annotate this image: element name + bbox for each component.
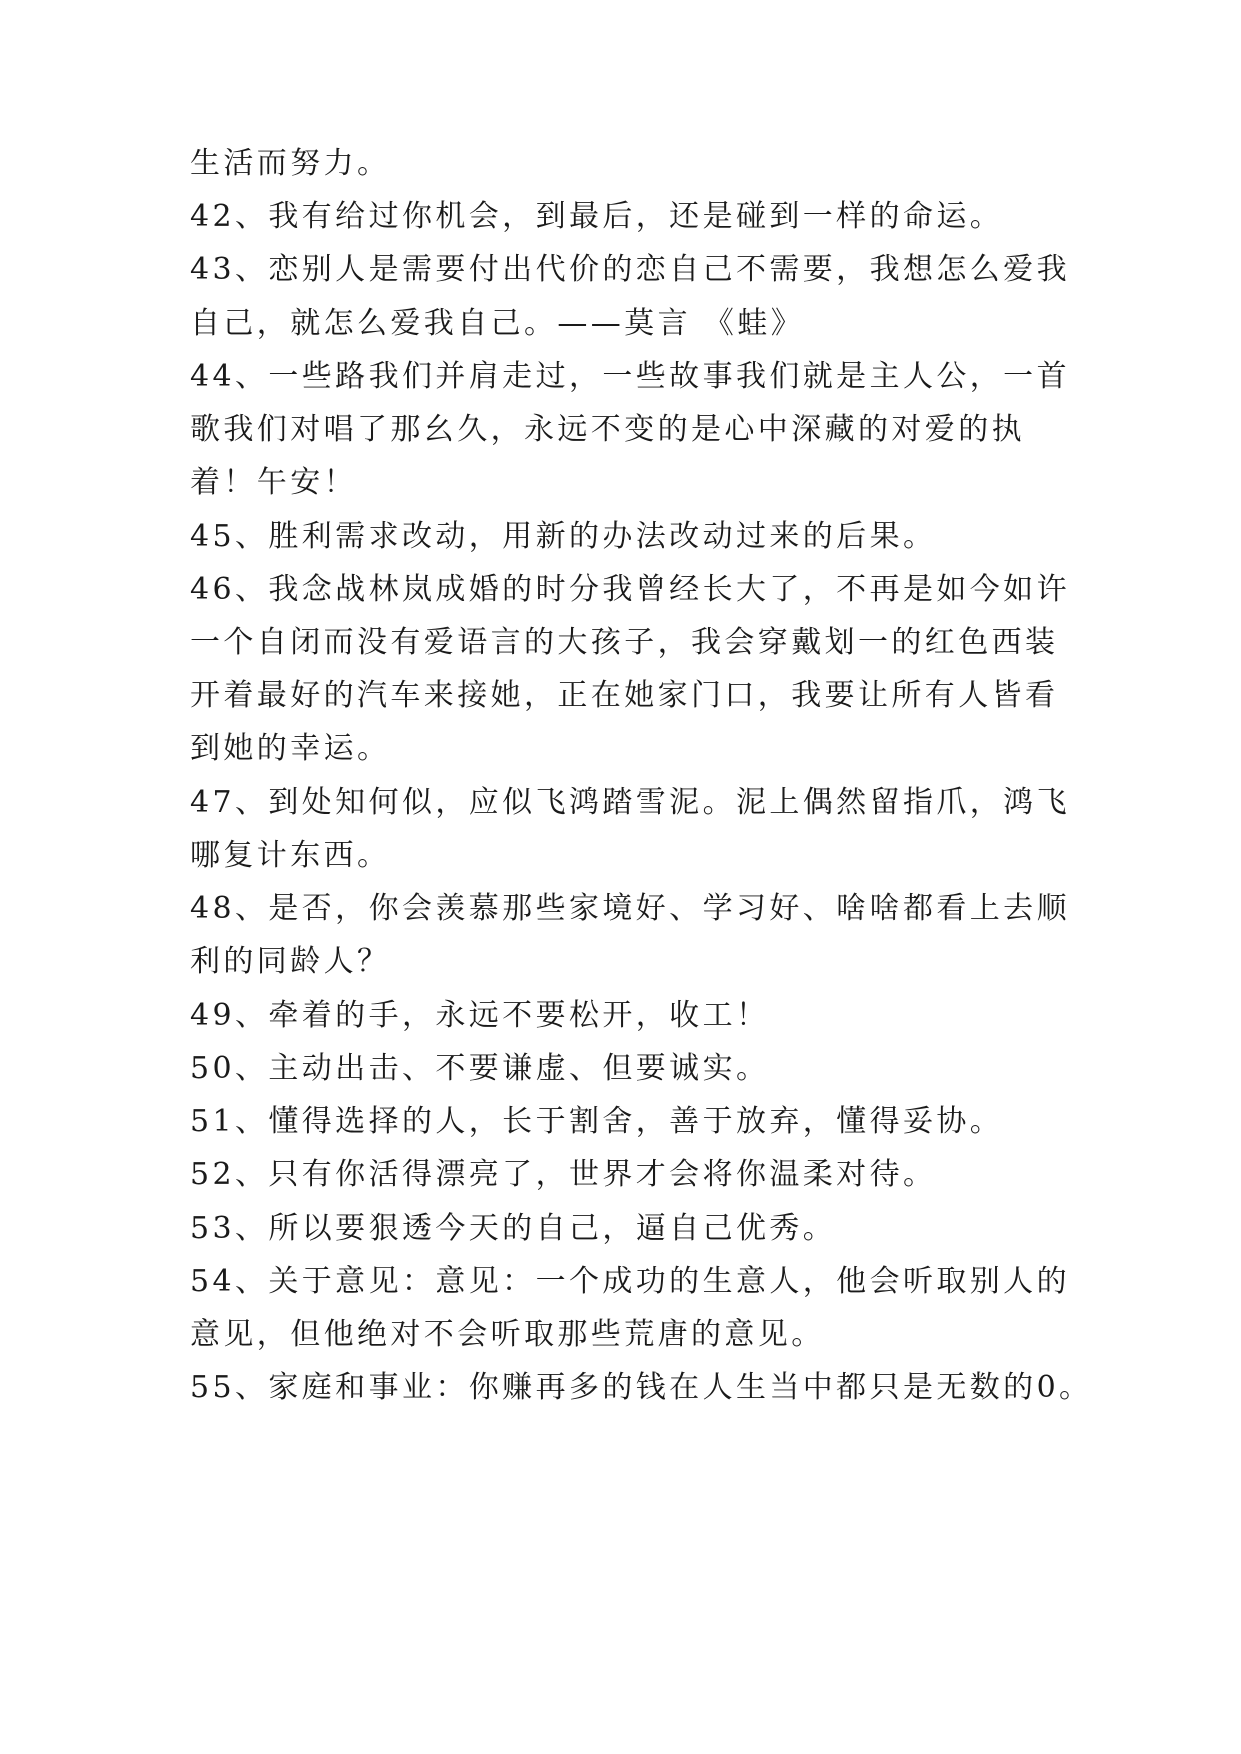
text-line: 44、一些路我们并肩走过，一些故事我们就是主人公，一首 <box>190 359 1070 394</box>
text-line: 利的同龄人？ <box>190 944 391 979</box>
text-line: 一个自闭而没有爱语言的大孩子，我会穿戴划一的红色西装 <box>190 625 1059 660</box>
text-line: 自己，就怎么爱我自己。——莫言 《蛙》 <box>190 306 805 341</box>
text-line: 53、所以要狠透今天的自己，逼自己优秀。 <box>190 1211 837 1246</box>
text-line: 46、我念战林岚成婚的时分我曾经长大了，不再是如今如许 <box>190 572 1070 607</box>
text-line: 哪复计东西。 <box>190 838 391 873</box>
text-line: 42、我有给过你机会，到最后，还是碰到一样的命运。 <box>190 199 1004 234</box>
text-line: 49、牵着的手，永远不要松开，收工！ <box>190 998 770 1033</box>
text-line: 着！午安！ <box>190 465 357 500</box>
text-line: 52、只有你活得漂亮了，世界才会将你温柔对待。 <box>190 1157 937 1192</box>
text-line: 43、恋别人是需要付出代价的恋自己不需要，我想怎么爱我 <box>190 252 1070 287</box>
text-line: 54、关于意见：意见：一个成功的生意人，他会听取别人的 <box>190 1264 1070 1299</box>
text-line: 开着最好的汽车来接她，正在她家门口，我要让所有人皆看 <box>190 678 1059 713</box>
text-line: 意见，但他绝对不会听取那些荒唐的意见。 <box>190 1317 825 1352</box>
text-line: 生活而努力。 <box>190 146 391 181</box>
text-line: 45、胜利需求改动，用新的办法改动过来的后果。 <box>190 519 937 554</box>
text-line: 歌我们对唱了那幺久，永远不变的是心中深藏的对爱的执 <box>190 412 1025 447</box>
text-line: 48、是否，你会羡慕那些家境好、学习好、啥啥都看上去顺 <box>190 891 1070 926</box>
text-line: 50、主动出击、不要谦虚、但要诚实。 <box>190 1051 770 1086</box>
text-line: 55、家庭和事业：你赚再多的钱在人生当中都只是无数的0。 <box>190 1370 1093 1405</box>
text-line: 51、懂得选择的人，长于割舍，善于放弃，懂得妥协。 <box>190 1104 1004 1139</box>
text-line: 到她的幸运。 <box>190 731 391 766</box>
text-line: 47、到处知何似，应似飞鸿踏雪泥。泥上偶然留指爪，鸿飞 <box>190 785 1070 820</box>
